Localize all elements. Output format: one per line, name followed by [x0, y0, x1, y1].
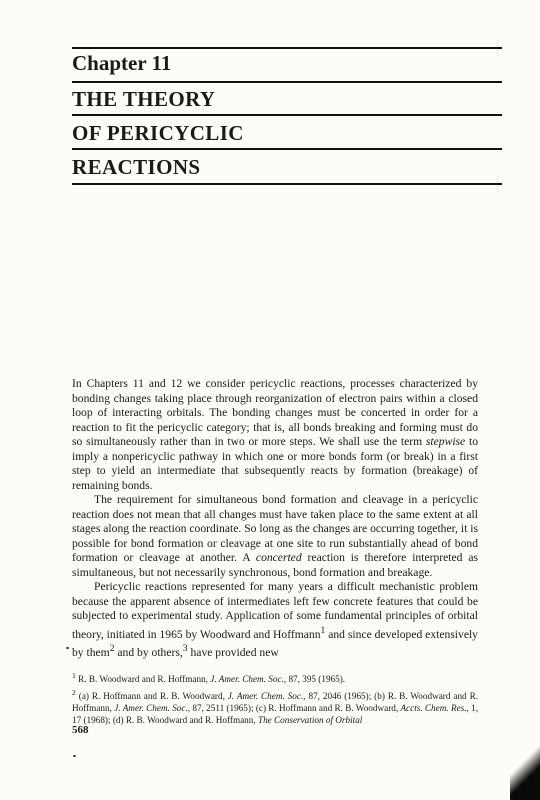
footnotes	[72, 670, 478, 728]
title-rule	[72, 114, 502, 116]
footnote-2: $^2$ (a) R. Hoffmann and R. B. Woodward, J. Amer. Chem. Soc., 87, 2046 (1965); (b) R. B. Woodward and R. Hoffmann, J. Amer. Chem. Soc., 87, 2511 (1965); (c) R. Hoffmann and R. B. Woodward, Accts. Chem. Res., 1, 17 (1968); (d) R. B. Woodward and R. Hoffmann, The Conservation of Orbital	[72, 688, 479, 726]
title-line-1: THE THEORY	[72, 87, 216, 111]
body-text	[72, 377, 478, 660]
emphasis-concerted: concerted	[255, 551, 302, 564]
scan-speck	[66, 647, 69, 649]
footnote-ref: 2	[109, 642, 115, 654]
top-rule	[72, 47, 502, 49]
title-line-3: REACTIONS	[72, 155, 201, 179]
title-rule	[72, 183, 502, 185]
title-rule	[72, 81, 502, 83]
paragraph-2: The requirement for simultaneous bond formation and cleavage in a pericyclic reaction does not mean that all changes must have taken place to the same extent at all stages along the reaction coordinate. So long as the changes are occurring together, it is possible for bond formation or cleavage at one site to run substantially ahead of bond formation or cleavage at another. A concerted reaction is therefore interpreted as simultaneous, but not necessarily synchronous, bond formation and breakage.	[72, 493, 479, 579]
footnote-ref: 1	[320, 624, 326, 636]
emphasis-stepwise: stepwise	[425, 435, 466, 448]
page-number: 568	[72, 724, 89, 736]
chapter-label: Chapter 11	[72, 51, 172, 75]
footnote-ref: 3	[182, 642, 188, 654]
scan-shadow-corner	[510, 745, 540, 800]
title-rule	[72, 148, 502, 150]
footnote-1: $^1$ R. B. Woodward and R. Hoffmann, J. Amer. Chem. Soc., 87, 395 (1965).	[72, 671, 346, 685]
paragraph-3: Pericyclic reactions represented for many years a difficult mechanistic problem because the apparent absence of intermediates left few concrete features that could be subjected to experimental study. Application of some fundamental principles of orbital theory, initiated in 1965 by Woodward and Hoffmann$^1$ and since developed extensively by them$^2$ and by others,$^3$ have provided new	[72, 580, 478, 659]
title-line-2: OF PERICYCLIC	[72, 121, 244, 145]
paragraph-1: In Chapters 11 and 12 we consider pericyclic reactions, processes characterized by bonding changes taking place through reorganization of electron pairs within a closed loop of interacting orbitals. The bonding changes must be concerted in order for a reaction to fit the pericyclic category; that is, all bonds breaking and forming must do so simultaneously rather than in two or more steps. We shall use the term stepwise to imply a nonpericyclic pathway in which one or more bonds form (or break) in a first step to yield an intermediate that subsequently reacts by formation (breakage) of remaining bonds.	[72, 377, 478, 492]
scan-speck	[73, 755, 76, 757]
